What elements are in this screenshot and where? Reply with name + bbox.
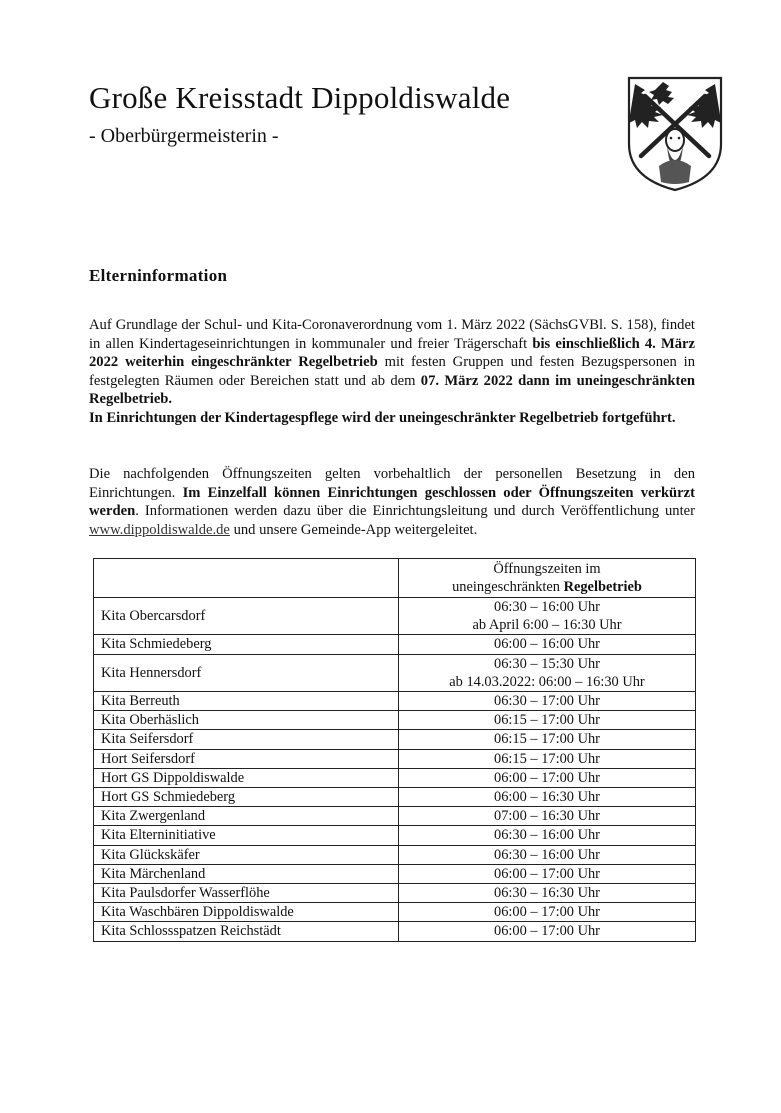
table-row: [94, 598, 696, 635]
facility-name: Hort GS Dippoldiswalde: [94, 768, 399, 787]
opening-hours: [399, 768, 696, 787]
facility-name: Kita Märchenland: [94, 864, 399, 883]
opening-hours: [399, 711, 696, 730]
opening-hours: [399, 654, 696, 691]
facility-name: Kita Paulsdorfer Wasserflöhe: [94, 884, 399, 903]
opening-hours: [399, 692, 696, 711]
opening-hours: [399, 598, 696, 635]
hours-value: 07:00 – 16:30 Uhr: [494, 808, 600, 825]
facility-name: Kita Schmiedeberg: [94, 635, 399, 654]
notice-text-1: Die nachfolgenden Öffnungszeiten gelten vorbehaltlich der personellen Besetzung in den Einrichtungen.: [89, 466, 695, 501]
hours-value: 06:30 – 16:30 Uhr: [494, 885, 600, 902]
hours-value: 06:15 – 17:00 Uhr: [494, 731, 600, 748]
notice-paragraph: [89, 465, 695, 539]
opening-hours: [399, 903, 696, 922]
page-subtitle: - Oberbürgermeisterin -: [89, 125, 279, 147]
intro-bold-1: bis einschließlich 4. März 2022 weiterhin eingeschränkter Regelbetrieb: [89, 335, 695, 370]
hours-value: 06:00 – 16:00 Uhr: [494, 636, 600, 653]
website-link[interactable]: www.dippoldiswalde.de: [89, 521, 230, 538]
table-row: [94, 864, 696, 883]
facility-name: Kita Zwergenland: [94, 807, 399, 826]
opening-hours-table: [93, 558, 696, 942]
hours-value: 06:00 – 17:00 Uhr: [494, 769, 600, 786]
opening-hours: [399, 826, 696, 845]
facility-name: Kita Oberhäslich: [94, 711, 399, 730]
hours-value: 06:00 – 17:00 Uhr: [494, 904, 600, 921]
table-row: [94, 730, 696, 749]
facility-name: Kita Seifersdorf: [94, 730, 399, 749]
hours-value: 06:30 – 16:00 Uhr: [494, 827, 600, 844]
table-row: [94, 826, 696, 845]
table-row: [94, 845, 696, 864]
intro-text-1: Auf Grundlage der Schul- und Kita-Coronaverordnung vom 1. März 2022 (SächsGVBl. S. 158), findet in allen Kindertageseinrichtungen in kommunaler und freier Trägerschaft: [89, 317, 695, 352]
intro-paragraph: [89, 316, 695, 427]
hours-value: 06:00 – 16:30 Uhr: [494, 789, 600, 806]
hours-note: ab 14.03.2022: 06:00 – 16:30 Uhr: [449, 673, 645, 690]
opening-hours: [399, 922, 696, 941]
facility-name: Hort Seifersdorf: [94, 749, 399, 768]
opening-hours: [399, 788, 696, 807]
facility-name: Kita Elterninitiative: [94, 826, 399, 845]
table-header-row: [94, 559, 696, 598]
table-row: [94, 654, 696, 691]
hours-value: 06:15 – 17:00 Uhr: [494, 712, 600, 729]
table-header-empty: [94, 559, 399, 598]
opening-hours: [399, 635, 696, 654]
notice-text-3: und unsere Gemeinde-App weitergeleitet.: [233, 521, 478, 538]
section-heading: Elterninformation: [89, 266, 228, 285]
table-row: [94, 807, 696, 826]
notice-bold: Im Einzelfall können Einrichtungen geschlossen oder Öffnungszeiten verkürzt werden: [89, 484, 695, 519]
table-row: [94, 711, 696, 730]
hours-value: 06:30 – 15:30 Uhr: [494, 655, 600, 672]
opening-hours: [399, 730, 696, 749]
table-row: [94, 749, 696, 768]
hours-value: 06:15 – 17:00 Uhr: [494, 750, 600, 767]
intro-text-2: mit festen Gruppen und festen Bezugspersonen in festgelegten Räumen oder Bereichen statt und ab dem: [89, 354, 696, 389]
hours-note: ab April 6:00 – 16:30 Uhr: [472, 617, 622, 634]
hours-value: 06:30 – 17:00 Uhr: [494, 693, 600, 710]
table-row: [94, 788, 696, 807]
hours-value: 06:00 – 17:00 Uhr: [494, 923, 600, 940]
opening-hours: [399, 845, 696, 864]
notice-text-2: . Informationen werden dazu über die Einrichtungsleitung und durch Veröffentlichung unter: [135, 503, 695, 519]
facility-name: Kita Waschbären Dippoldiswalde: [94, 903, 399, 922]
table-header-cell: [399, 559, 696, 598]
facility-name: Hort GS Schmiedeberg: [94, 788, 399, 807]
header-line-2-prefix: uneingeschränkten: [452, 579, 560, 595]
facility-name: Kita Hennersdorf: [94, 654, 399, 691]
facility-name: Kita Berreuth: [94, 692, 399, 711]
opening-hours: [399, 749, 696, 768]
intro-bold-2: 07. März 2022 dann im uneingeschränkten Regelbetrieb.: [89, 372, 696, 407]
hours-value: 06:00 – 17:00 Uhr: [494, 865, 600, 882]
table-row: [94, 903, 696, 922]
hours-value: 06:30 – 16:00 Uhr: [494, 599, 600, 615]
facility-name: Kita Obercarsdorf: [94, 598, 399, 635]
table-row: [94, 635, 696, 654]
hours-value: 06:30 – 16:00 Uhr: [494, 846, 600, 863]
header-line-2-bold: Regelbetrieb: [563, 579, 642, 595]
table-row: [94, 922, 696, 941]
coat-of-arms-icon: [625, 74, 725, 194]
intro-bold-3: In Einrichtungen der Kindertagespflege wird der uneingeschränkter Regelbetrieb fortgeführt.: [89, 409, 676, 426]
table-row: [94, 884, 696, 903]
opening-hours: [399, 807, 696, 826]
page-title: Große Kreisstadt Dippoldiswalde: [89, 80, 511, 115]
opening-hours: [399, 884, 696, 903]
opening-hours: [399, 864, 696, 883]
table-row: [94, 692, 696, 711]
header-line-1: Öffnungszeiten im: [493, 560, 601, 577]
facility-name: Kita Glückskäfer: [94, 845, 399, 864]
table-row: [94, 768, 696, 787]
facility-name: Kita Schlossspatzen Reichstädt: [94, 922, 399, 941]
